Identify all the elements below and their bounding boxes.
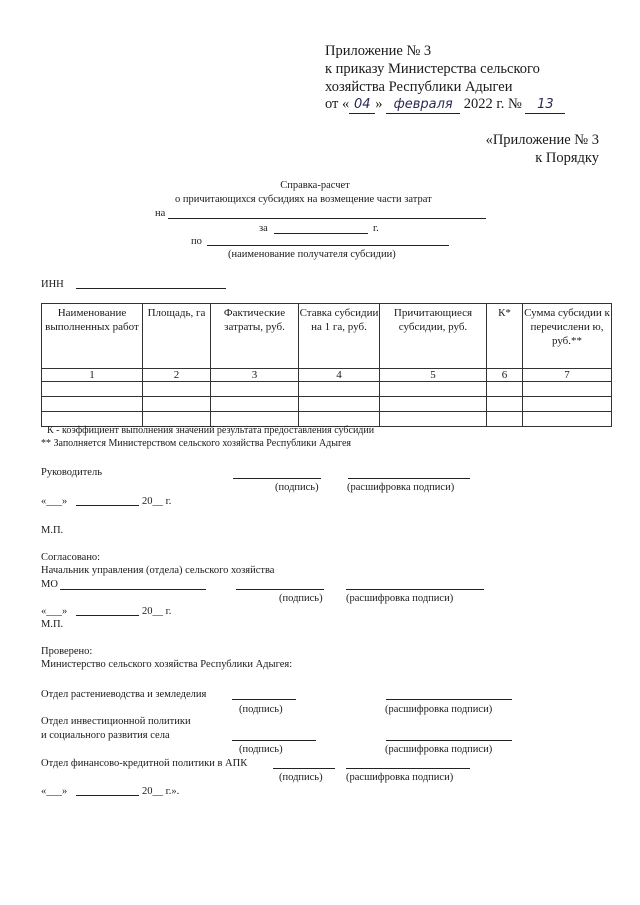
date-month-field xyxy=(386,96,460,114)
date-day-field xyxy=(349,96,375,114)
head-date-year: 20__ г. xyxy=(142,496,172,507)
stamp-label: М.П. xyxy=(41,525,64,536)
col-number: 4 xyxy=(299,369,380,382)
appendix-title: «Приложение № 3 xyxy=(485,132,599,148)
on-label: на xyxy=(155,208,166,219)
col-number: 2 xyxy=(143,369,211,382)
dept2-label-line2: и социального развития села xyxy=(41,730,170,741)
table-cell xyxy=(380,412,487,427)
order-number-handwritten: 13 xyxy=(537,97,554,112)
head-signature-line xyxy=(233,478,321,479)
table-cell xyxy=(211,382,299,397)
table-cell xyxy=(299,382,380,397)
table-row xyxy=(42,382,612,397)
col-header-k: К* xyxy=(487,304,523,369)
table-cell xyxy=(143,382,211,397)
recipient-line xyxy=(207,245,449,246)
doc-subtitle: о причитающихся субсидиях на возмещение части затрат xyxy=(175,194,432,205)
table-cell xyxy=(523,397,612,412)
col-number: 5 xyxy=(380,369,487,382)
date-day-handwritten: 04 xyxy=(354,97,371,112)
checked-label: Проверено: xyxy=(41,646,93,657)
chief-signature-line xyxy=(236,589,324,590)
col-header-rate: Ставка субсидии на 1 га, руб. xyxy=(299,304,380,369)
dept1-signature-line xyxy=(232,699,296,700)
date-month-handwritten: февраля xyxy=(393,97,453,112)
table-row xyxy=(42,397,612,412)
chief-signature-caption: (подпись) xyxy=(279,593,323,604)
dept3-signature-caption: (подпись) xyxy=(279,772,323,783)
header-order-line: к приказу Министерства сельского xyxy=(325,61,540,77)
agreed-label: Согласовано: xyxy=(41,552,101,563)
date-year: 2022 г. № xyxy=(463,96,522,112)
table-cell xyxy=(523,382,612,397)
col-number: 1 xyxy=(42,369,143,382)
k-note: К - коэффициент выполнения значений результата предоставления субсидии xyxy=(47,425,375,436)
col-number: 6 xyxy=(487,369,523,382)
chief-decode-caption: (расшифровка подписи) xyxy=(346,593,454,604)
table-cell xyxy=(211,397,299,412)
col-number: 3 xyxy=(211,369,299,382)
table-cell xyxy=(487,412,523,427)
table-cell xyxy=(487,397,523,412)
table-cell xyxy=(487,382,523,397)
subsidy-table xyxy=(41,303,612,427)
dept2-decode-line xyxy=(386,740,512,741)
recipient-caption: (наименование получателя субсидии) xyxy=(228,249,396,260)
star-note: ** Заполняется Министерством сельского хозяйства Республики Адыгея xyxy=(41,438,351,449)
dept2-label-line1: Отдел инвестиционной политики xyxy=(41,716,191,727)
mo-label: МО xyxy=(41,579,58,590)
ministry-label: Министерство сельского хозяйства Республики Адыгея: xyxy=(41,659,293,670)
col-header-due: Причитающиеся субсидии, руб. xyxy=(380,304,487,369)
date-sep: » xyxy=(375,96,383,112)
head-date-open: «___» xyxy=(41,496,68,507)
dept1-decode-line xyxy=(386,699,512,700)
chief-date-year: 20__ г. xyxy=(142,606,172,617)
table-header-row xyxy=(42,304,612,369)
head-decode-line xyxy=(348,478,470,479)
col-header-costs: Фактические затраты, руб. xyxy=(211,304,299,369)
doc-title: Справка-расчет xyxy=(280,180,350,191)
table-number-row xyxy=(42,369,612,382)
table-cell xyxy=(299,397,380,412)
mo-line xyxy=(60,589,206,590)
col-number: 7 xyxy=(523,369,612,382)
col-header-works: Наименование выполненных работ xyxy=(42,304,143,369)
dept1-label: Отдел растениеводства и земледелия xyxy=(41,689,207,700)
head-label: Руководитель xyxy=(41,467,102,478)
col-header-area: Площадь, га xyxy=(143,304,211,369)
head-signature-caption: (подпись) xyxy=(275,482,319,493)
final-date-line xyxy=(76,795,139,796)
dept3-label: Отдел финансово-кредитной политики в АПК xyxy=(41,758,248,769)
dept2-signature-line xyxy=(232,740,316,741)
table-cell xyxy=(523,412,612,427)
head-decode-caption: (расшифровка подписи) xyxy=(347,482,455,493)
chief-date-line xyxy=(76,615,139,616)
dept3-decode-line xyxy=(346,768,470,769)
table-cell xyxy=(42,382,143,397)
chief-stamp-label: М.П. xyxy=(41,619,64,630)
col-header-sum: Сумма субсидии к перечислени ю, руб.** xyxy=(523,304,612,369)
chief-decode-line xyxy=(346,589,484,590)
dept3-signature-line xyxy=(273,768,335,769)
inn-label: ИНН xyxy=(41,279,64,290)
inn-line xyxy=(76,288,226,289)
final-date-open: «___» xyxy=(41,786,68,797)
chief-label: Начальник управления (отдела) сельского хозяйства xyxy=(41,565,275,576)
header-date-line xyxy=(325,96,565,114)
header-ministry-line: хозяйства Республики Адыгеи xyxy=(325,79,513,95)
by-label: по xyxy=(191,236,202,247)
dept1-signature-caption: (подпись) xyxy=(239,704,283,715)
table-cell xyxy=(143,397,211,412)
period-line xyxy=(274,233,368,234)
dept2-signature-caption: (подпись) xyxy=(239,744,283,755)
dept2-decode-caption: (расшифровка подписи) xyxy=(385,744,493,755)
dept3-decode-caption: (расшифровка подписи) xyxy=(346,772,454,783)
chief-date-open: «___» xyxy=(41,606,68,617)
appendix-subtitle: к Порядку xyxy=(535,150,599,166)
for-label: за xyxy=(259,223,268,234)
table-cell xyxy=(380,397,487,412)
table-cell xyxy=(42,397,143,412)
final-date-year: 20__ г.». xyxy=(142,786,180,797)
dept1-decode-caption: (расшифровка подписи) xyxy=(385,704,493,715)
table-cell xyxy=(380,382,487,397)
head-date-line xyxy=(76,505,139,506)
on-line xyxy=(168,218,486,219)
year-suffix: г. xyxy=(373,223,379,234)
order-number-field xyxy=(525,96,565,114)
header-appendix-title: Приложение № 3 xyxy=(325,43,432,59)
date-prefix: от « xyxy=(325,96,350,112)
